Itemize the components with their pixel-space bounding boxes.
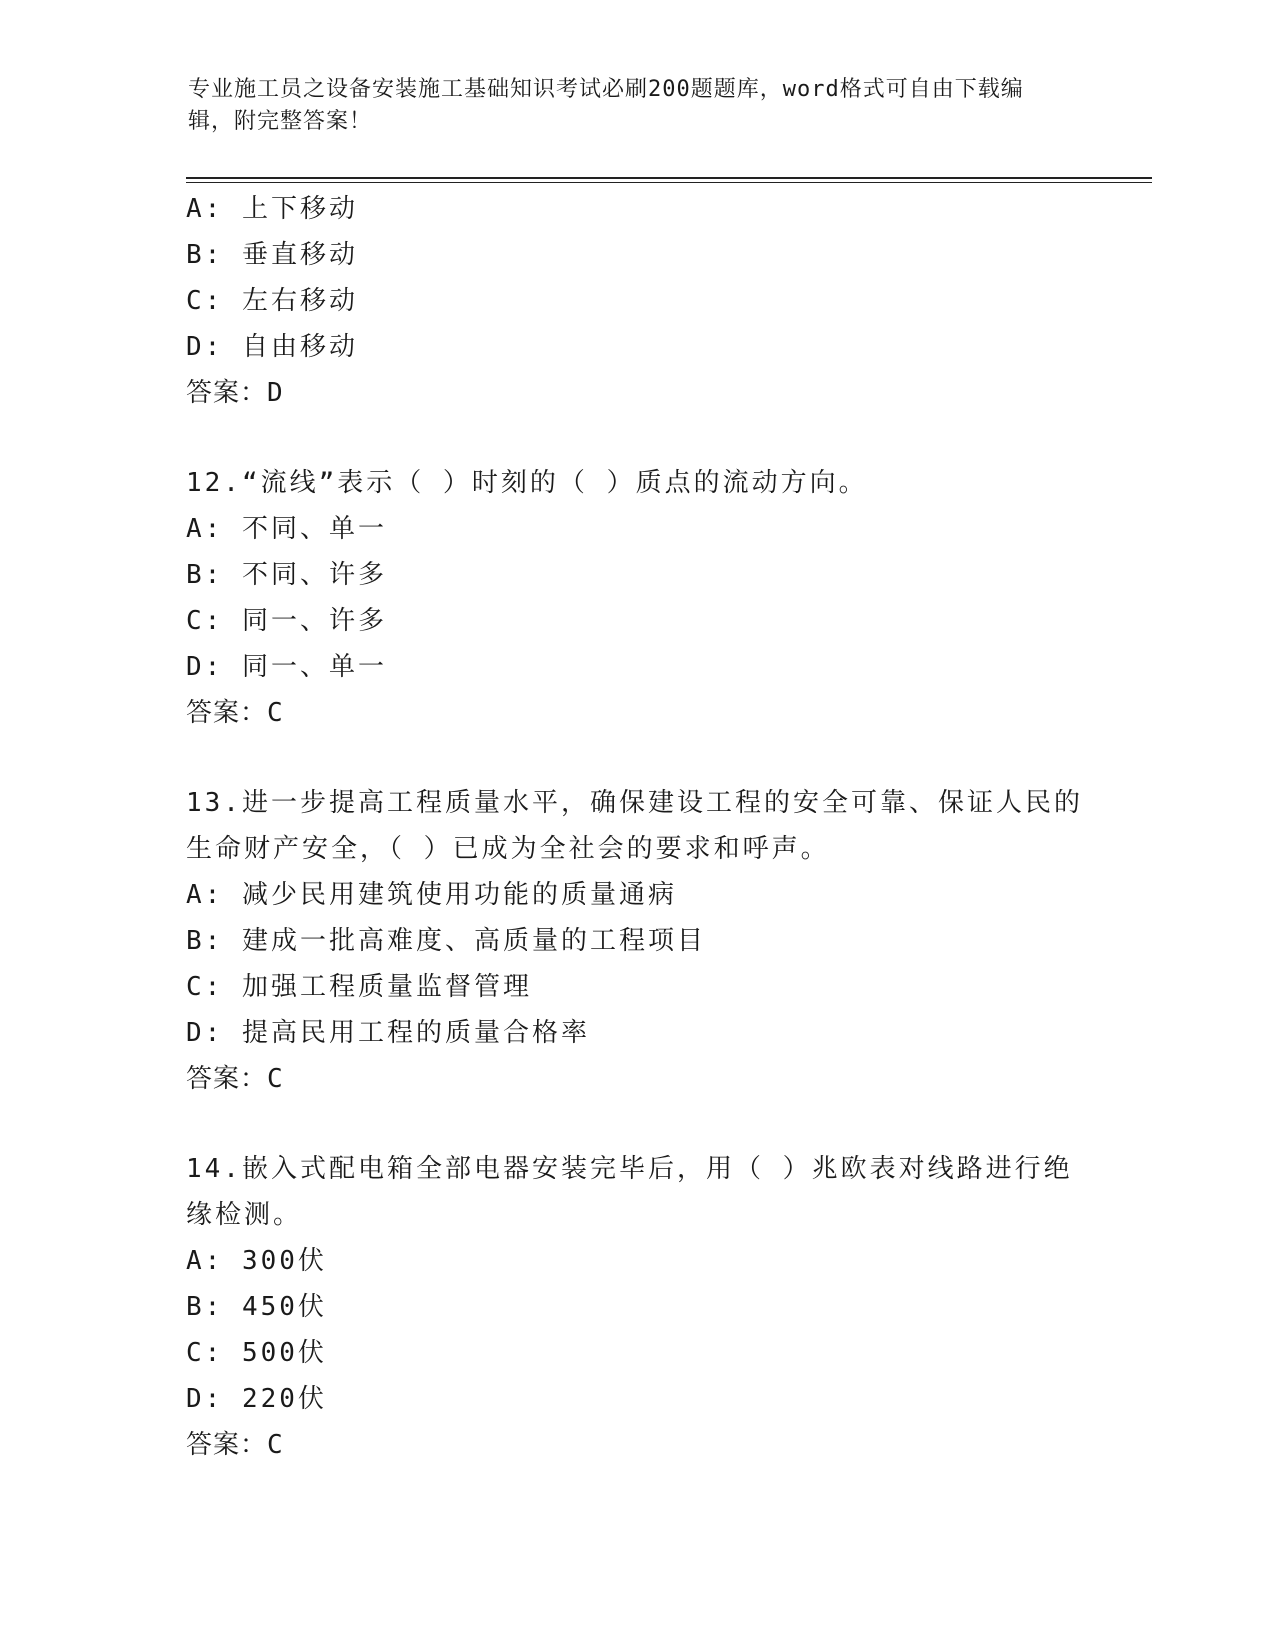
answer-label: 答案：	[186, 1064, 268, 1094]
option-a: A: 不同、单一	[186, 514, 387, 544]
answer-label: 答案：	[186, 698, 268, 728]
question-block-12	[186, 460, 1086, 736]
header-divider-thick	[186, 177, 1152, 179]
option-d: D: 提高民用工程的质量合格率	[186, 1018, 590, 1048]
document-header: 专业施工员之设备安装施工基础知识考试必刷200题题库，word格式可自由下载编辑，附完整答案！	[188, 77, 1024, 134]
option-d: D: 自由移动	[186, 332, 358, 362]
answer-value: D	[267, 378, 284, 408]
answer-label: 答案：	[186, 1430, 268, 1460]
answer-line	[186, 1422, 1086, 1468]
answer-value: C	[267, 1430, 284, 1460]
header-divider-thin	[186, 182, 1152, 183]
question-list	[186, 186, 1086, 1468]
option-b: B: 不同、许多	[186, 560, 387, 590]
option-c: C: 同一、许多	[186, 606, 387, 636]
option-c: C: 左右移动	[186, 286, 358, 316]
answer-value: C	[267, 1064, 284, 1094]
option-b: B: 450伏	[186, 1292, 327, 1322]
question-stem: 14.嵌入式配电箱全部电器安装完毕后，用（ ）兆欧表对线路进行绝缘检测。	[186, 1154, 1073, 1230]
option-c: C: 加强工程质量监督管理	[186, 972, 532, 1002]
option-d: D: 220伏	[186, 1384, 327, 1414]
option-b: B: 建成一批高难度、高质量的工程项目	[186, 926, 706, 956]
question-block-11	[186, 186, 1086, 416]
option-b: B: 垂直移动	[186, 240, 358, 270]
option-c: C: 500伏	[186, 1338, 327, 1368]
option-a: A: 300伏	[186, 1246, 327, 1276]
question-stem: 12.“流线”表示（ ）时刻的（ ）质点的流动方向。	[186, 468, 868, 498]
answer-line	[186, 1056, 1086, 1102]
question-stem: 13.进一步提高工程质量水平，确保建设工程的安全可靠、保证人民的生命财产安全，（ ）已成为全社会的要求和呼声。	[186, 788, 1083, 864]
answer-label: 答案：	[186, 378, 268, 408]
answer-line	[186, 370, 1086, 416]
question-block-13	[186, 780, 1086, 1102]
option-a: A: 减少民用建筑使用功能的质量通病	[186, 880, 677, 910]
answer-line	[186, 690, 1086, 736]
option-a: A: 上下移动	[186, 194, 358, 224]
answer-value: C	[267, 698, 284, 728]
question-block-14	[186, 1146, 1086, 1468]
option-d: D: 同一、单一	[186, 652, 387, 682]
